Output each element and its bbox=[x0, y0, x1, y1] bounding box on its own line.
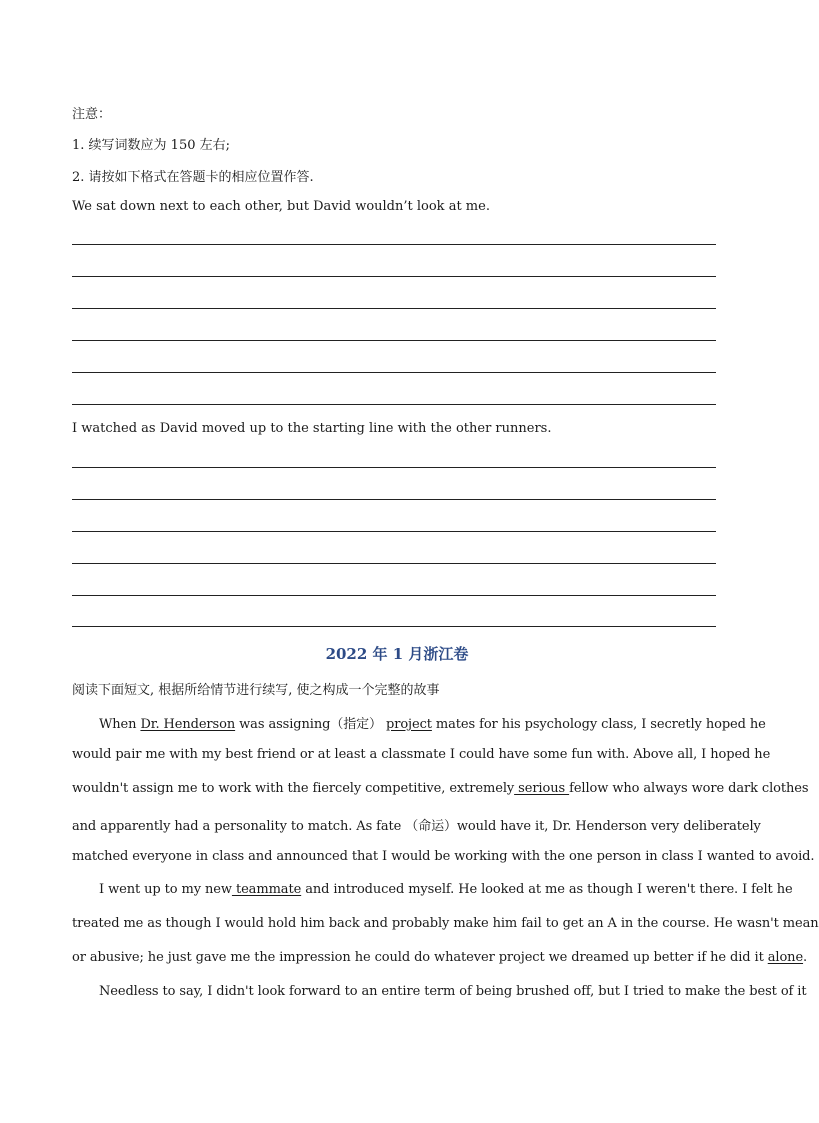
underlined-word: serious bbox=[514, 781, 570, 796]
underlined-word: teammate bbox=[231, 882, 302, 897]
text-run: and introduced myself. He looked at me as though I weren't there. I felt he bbox=[301, 882, 793, 897]
task-instruction: 阅读下面短文, 根据所给情节进行续写, 使之构成一个完整的故事 bbox=[72, 683, 440, 698]
underlined-word: Dr. Henderson bbox=[140, 717, 236, 732]
passage-line: would pair me with my best friend or at least a classmate I could have some fun with. Above all, I hoped he bbox=[72, 747, 771, 762]
passage-line bbox=[99, 882, 793, 897]
text-run: I went up to my new bbox=[99, 882, 232, 897]
answer-line bbox=[72, 563, 716, 564]
text-run: or abusive; he just gave me the impression he could do whatever project we dreamed up better if he did it bbox=[72, 950, 768, 965]
section1-prompt: We sat down next to each other, but David wouldn’t look at me. bbox=[72, 199, 490, 214]
answer-line bbox=[72, 244, 716, 245]
answer-line bbox=[72, 276, 716, 277]
instruction-item-2: 2. 请按如下格式在答题卡的相应位置作答. bbox=[72, 170, 314, 185]
answer-line bbox=[72, 499, 716, 500]
text-run: mates for his psychology class, I secretly hoped he bbox=[431, 717, 766, 732]
section2-prompt: I watched as David moved up to the starting line with the other runners. bbox=[72, 421, 552, 436]
answer-line bbox=[72, 531, 716, 532]
text-run: wouldn't assign me to work with the fiercely competitive, extremely bbox=[72, 781, 515, 796]
exam-title: 2022 年 1 月浙江卷 bbox=[325, 645, 469, 663]
passage-line: matched everyone in class and announced that I would be working with the one person in class I wanted to avoid. bbox=[72, 849, 815, 864]
text-run: was assigning（指定） bbox=[235, 717, 386, 732]
text-run: . bbox=[803, 950, 808, 965]
passage-line bbox=[72, 781, 808, 796]
instructions-heading: 注意： bbox=[72, 107, 112, 122]
underlined-word: project bbox=[385, 717, 432, 732]
answer-line bbox=[72, 404, 716, 405]
answer-line bbox=[72, 308, 716, 309]
passage-line: Needless to say, I didn't look forward to an entire term of being brushed off, but I tried to make the best of it bbox=[99, 984, 807, 999]
text-run: When bbox=[99, 717, 141, 732]
answer-line bbox=[72, 340, 716, 341]
answer-line bbox=[72, 467, 716, 468]
passage-line bbox=[72, 950, 807, 965]
underlined-word: alone bbox=[767, 950, 804, 965]
passage-line: and apparently had a personality to match. As fate （命运）would have it, Dr. Henderson very deliberately bbox=[72, 819, 761, 834]
instruction-item-1: 1. 续写词数应为 150 左右; bbox=[72, 138, 230, 153]
answer-line bbox=[72, 626, 716, 627]
answer-line bbox=[72, 372, 716, 373]
passage-line: treated me as though I would hold him back and probably make him fail to get an A in the course. He wasn't mean bbox=[72, 916, 819, 931]
answer-line bbox=[72, 595, 716, 596]
text-run: fellow who always wore dark clothes bbox=[569, 781, 809, 796]
passage-line bbox=[99, 713, 766, 732]
